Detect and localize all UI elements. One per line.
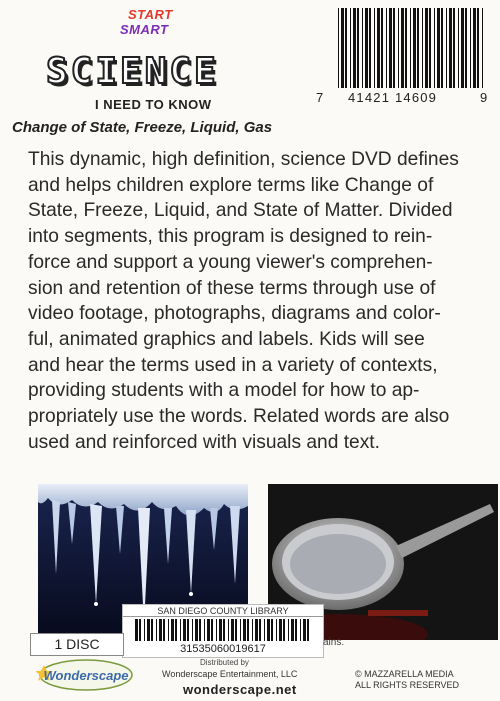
barcode-bar — [341, 8, 344, 88]
upc-bars — [336, 8, 488, 88]
barcode-bar — [465, 8, 467, 88]
library-name: SAN DIEGO COUNTY LIBRARY — [123, 606, 323, 617]
barcode-bar — [252, 619, 253, 641]
wonderscape-logo-art — [36, 657, 136, 693]
barcode-bar — [413, 8, 416, 88]
barcode-bar — [151, 619, 153, 641]
description-line: providing students with a model for how to ap- — [28, 380, 420, 402]
barcode-bar — [255, 619, 258, 641]
distributor-company: Wonderscape Entertainment, LLC — [162, 669, 298, 679]
description-line: and helps children explore terms like Change of — [28, 174, 434, 196]
barcode-bar — [458, 8, 459, 88]
copyright-block — [355, 669, 459, 691]
barcode-bar — [223, 619, 225, 641]
barcode-bar — [228, 619, 229, 641]
barcode-bar — [350, 8, 351, 88]
disc-count-badge: 1 DISC — [30, 633, 124, 656]
barcode-bar — [365, 8, 368, 88]
barcode-bar — [207, 619, 210, 641]
barcode-bar — [175, 619, 177, 641]
barcode-bar — [303, 619, 306, 641]
upc-left-digit: 7 — [316, 90, 324, 105]
barcode-bar — [204, 619, 205, 641]
barcode-bar — [477, 8, 479, 88]
barcode-bar — [374, 8, 375, 88]
library-sticker — [122, 604, 324, 658]
barcode-bar — [437, 8, 440, 88]
subtitle: Change of State, Freeze, Liquid, Gas — [12, 119, 273, 136]
photo-caption: ains. — [323, 637, 345, 648]
barcode-bar — [449, 8, 452, 88]
barcode-bar — [393, 8, 395, 88]
barcode-bar — [264, 619, 265, 641]
barcode-bar — [381, 8, 383, 88]
barcode-bar — [410, 8, 411, 88]
description-line: State, Freeze, Liquid, and State of Matter. Divided — [28, 200, 453, 222]
barcode-bar — [187, 619, 189, 641]
barcode-bar — [288, 619, 289, 641]
barcode-bar — [357, 8, 359, 88]
barcode-bar — [219, 619, 222, 641]
barcode-bar — [279, 619, 282, 641]
library-barcode-number: 31535060019617 — [180, 643, 266, 655]
barcode-bar — [295, 619, 297, 641]
barcode-bar — [422, 8, 423, 88]
barcode-bar — [231, 619, 234, 641]
barcode-bar — [283, 619, 285, 641]
description-line: and hear the terms used in a variety of contexts, — [28, 354, 438, 376]
upc-number: 41421 14609 — [348, 90, 438, 105]
barcode-bar — [446, 8, 447, 88]
barcode-bar — [240, 619, 241, 641]
description-line: used and reinforced with visuals and text. — [28, 431, 380, 453]
barcode-bar — [180, 619, 181, 641]
distributor-website: wonderscape.net — [183, 682, 297, 697]
barcode-bar — [353, 8, 356, 88]
description — [28, 147, 490, 455]
barcode-bar — [425, 8, 428, 88]
description-line: ful, animated graphics and labels. Kids will see — [28, 328, 425, 350]
barcode-bar — [192, 619, 193, 641]
barcode-bar — [389, 8, 392, 88]
barcode-bar — [434, 8, 435, 88]
barcode-bar — [159, 619, 162, 641]
barcode-bar — [243, 619, 246, 641]
barcode-bar — [369, 8, 371, 88]
barcode-bar — [362, 8, 363, 88]
barcode-bar — [453, 8, 455, 88]
start-text: START — [128, 7, 173, 22]
start-wordmark — [128, 8, 173, 21]
barcode-bar — [482, 8, 483, 88]
barcode-bar — [345, 8, 347, 88]
barcode-bar — [139, 619, 141, 641]
description-line: into segments, this program is designed to rein- — [28, 226, 433, 248]
barcode-bar — [259, 619, 261, 641]
barcode-bar — [386, 8, 387, 88]
barcode-bar — [291, 619, 294, 641]
description-line: This dynamic, high definition, science DVD defines — [28, 149, 459, 170]
barcode-bar — [461, 8, 464, 88]
barcode-bar — [338, 8, 339, 88]
barcode-bar — [235, 619, 237, 641]
barcode-bar — [398, 8, 399, 88]
barcode-bar — [473, 8, 476, 88]
upc-right-digit: 9 — [480, 90, 488, 105]
barcode-bar — [429, 8, 431, 88]
barcode-bar — [401, 8, 404, 88]
barcode-bar — [211, 619, 213, 641]
description-line: sion and retention of these terms through use of — [28, 277, 436, 299]
barcode-bar — [267, 619, 270, 641]
barcode-bar — [271, 619, 273, 641]
barcode-bar — [163, 619, 165, 641]
description-line: force and support a young viewer's comprehen- — [28, 251, 433, 273]
copyright-line: ALL RIGHTS RESERVED — [355, 680, 460, 690]
barcode-bar — [247, 619, 249, 641]
barcode-bar — [470, 8, 471, 88]
smart-text: SMART — [120, 22, 169, 37]
barcode-bar — [135, 619, 138, 641]
barcode-bar — [307, 619, 309, 641]
description-line: propriately use the words. Related words are also — [28, 406, 450, 428]
tagline: I NEED TO KNOW — [95, 97, 212, 112]
barcode-bar — [156, 619, 157, 641]
upc-barcode — [316, 8, 488, 105]
barcode-bar — [377, 8, 380, 88]
smart-wordmark — [120, 23, 168, 36]
barcode-bar — [144, 619, 145, 641]
barcode-bar — [216, 619, 217, 641]
description-line: video footage, photographs, diagrams and color- — [28, 303, 441, 325]
science-title: SCIENCE — [46, 51, 219, 92]
copyright-line: © MAZZARELLA MEDIA — [355, 669, 454, 679]
distributed-by-label: Distributed by — [200, 658, 249, 667]
barcode-bar — [405, 8, 407, 88]
barcode-bar — [199, 619, 201, 641]
wonderscape-logo — [36, 657, 136, 693]
barcode-bar — [183, 619, 186, 641]
barcode-bar — [168, 619, 169, 641]
barcode-bar — [300, 619, 301, 641]
barcode-bar — [147, 619, 150, 641]
logo-wordmark: Wonderscape — [43, 668, 129, 683]
barcode-bar — [276, 619, 277, 641]
barcode-bar — [171, 619, 174, 641]
barcode-bar — [441, 8, 443, 88]
barcode-bar — [417, 8, 419, 88]
library-barcode — [133, 619, 313, 641]
barcode-bar — [195, 619, 198, 641]
